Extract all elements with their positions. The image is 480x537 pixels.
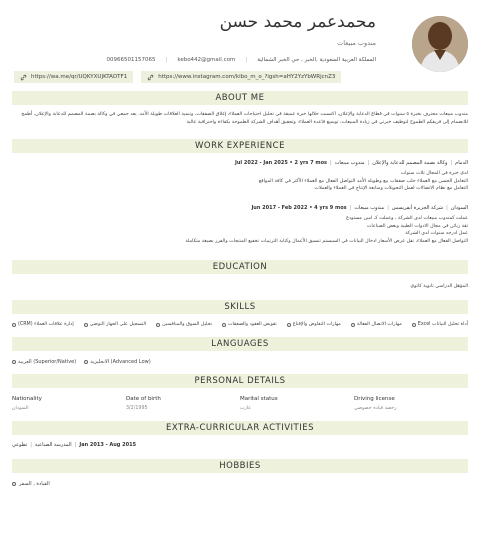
personal-dob: Date of birth 3/2/1995 bbox=[126, 396, 161, 411]
whatsapp-link[interactable]: https://wa.me/qr/UQKYXUJKTADTF1 bbox=[14, 71, 133, 83]
section-education-heading: EDUCATION bbox=[12, 260, 468, 274]
hobbies-list: القيادة , السفر bbox=[12, 481, 50, 487]
education-text: المؤهل الدراسي ثانوية كاتوي bbox=[410, 284, 468, 289]
skill-item: (CRM) إدارة علاقات العملاء bbox=[12, 322, 74, 327]
link-icon bbox=[20, 74, 27, 81]
instagram-link[interactable]: https://www.instagram.com/kibo_m_o_?igsh=aHY2YzYbWRjcnZ3 bbox=[141, 71, 341, 83]
skill-item: مهارات التفاوض والإقناع bbox=[287, 322, 341, 327]
language-item: العربية (Superior/Native) bbox=[12, 359, 76, 365]
section-extra-heading: EXTRA-CURRICULAR ACTIVITIES bbox=[12, 421, 468, 435]
phone-text[interactable]: 00966501157065 bbox=[106, 57, 156, 63]
candidate-name: محمدعمر محمد حسن bbox=[219, 12, 376, 32]
skill-item: مهارات الاتصال الفعالة bbox=[351, 322, 402, 327]
language-item: الانجليزية (Advanced Low) bbox=[84, 359, 150, 365]
job-title: مندوب مبيعات bbox=[337, 39, 376, 47]
skills-list bbox=[12, 322, 468, 327]
address-text: المملكة العربية السعودية ,الخبر , حي الخبر الشمالية bbox=[257, 57, 376, 63]
contact-row: المملكة العربية السعودية ,الخبر , حي الخبر الشمالية | kebo442@gmail.com | 00966501157065 bbox=[106, 57, 376, 63]
profile-photo bbox=[412, 16, 468, 72]
section-skills-heading: SKILLS bbox=[12, 300, 468, 314]
skill-item: تحليل السوق والمنافسين bbox=[156, 322, 212, 327]
personal-marital: Marital status عازب bbox=[240, 396, 278, 411]
email-text[interactable]: kebo442@gmail.com bbox=[177, 57, 236, 63]
skill-item: تقويض العقود والصفقات bbox=[222, 322, 277, 327]
personal-nationality: Nationality السودان bbox=[12, 396, 42, 411]
personal-details bbox=[12, 396, 468, 411]
personal-license: Driving license رخصة قيادة خصوصي bbox=[354, 396, 397, 411]
link-icon bbox=[147, 74, 154, 81]
work-item-1-title: الدمام|وكالة بصمة المصمم للدعاية والإعلان|مندوب مبيعات|Jul 2022 - Jan 2025 • 2 yrs 7 mos bbox=[235, 160, 468, 166]
languages-list bbox=[12, 359, 151, 365]
work-item-2-desc: عملت كمندوب مبيعات لدى الشركة ، وعملت كـ امين مستودع ثقة زبائن في مجال الادوات الطبية وبعض الصناعات عمل ادرجه سنوات لدى الشركة التواصل الفعال مع العملاء، نقل عرض الأسعار ادخال البيانات في السيستم تنسيق الأعمال وكتابة الترتيبات تخفيع المنتجات والفرز بصيغة متكاملة bbox=[185, 216, 468, 244]
links-row bbox=[14, 71, 341, 83]
section-work-heading: WORK EXPERIENCE bbox=[12, 139, 468, 153]
section-about-heading: ABOUT ME bbox=[12, 91, 468, 105]
section-personal-heading: PERSONAL DETAILS bbox=[12, 374, 468, 388]
section-hobbies-heading: HOBBIES bbox=[12, 459, 468, 473]
about-text: مندوب مبيعات محترف بخبرة ٥ سنوات في قطاع الدعاية والإعلان، اكتسبت خلالها خبرة عميقة في تحليل احتياجات العملاء، إغلاق الصفقات، وتنمية العلاقات طويلة الأمد. يعد جمعي في وكالة بصمة المصمم للدعاية والإعلان، أطمح للانضمام إلى فريقكم الطموح لتوظيف خبرتي في زيادة المبيعات، توسيع قاعدة العملاء، وتحقيق أهداف الشركة الطموحة بكفاءة واحترافية عالية bbox=[21, 112, 468, 125]
section-languages-heading: LANGUAGES bbox=[12, 337, 468, 351]
work-item-1-desc: لدي خبرة في المجال ثلاث سنوات التعامل الحسن مع العملاء جلب صفقات بيع وطويلة الأمد التواصل الفعال مع العملاء الأكثر في كافة المواقع التعامل مع نظام الاتصالات لعمل التحويلات ومتابعة الإنتاج في العملاء والعملات bbox=[258, 171, 468, 191]
work-item-2-title: السودان|شركة الجزيرة أيفريسس|مندوب مبيعات|Jun 2017 - Feb 2022 • 4 yrs 9 mos bbox=[251, 205, 468, 211]
skill-item: Excel أداة تحليل البيانات bbox=[412, 322, 468, 327]
extra-item: المدرسة الصناعية|تطوعي | Jan 2013 - Aug 2015 bbox=[12, 442, 137, 448]
skill-item: التسجيل على الجهاز التوصي bbox=[84, 322, 146, 327]
